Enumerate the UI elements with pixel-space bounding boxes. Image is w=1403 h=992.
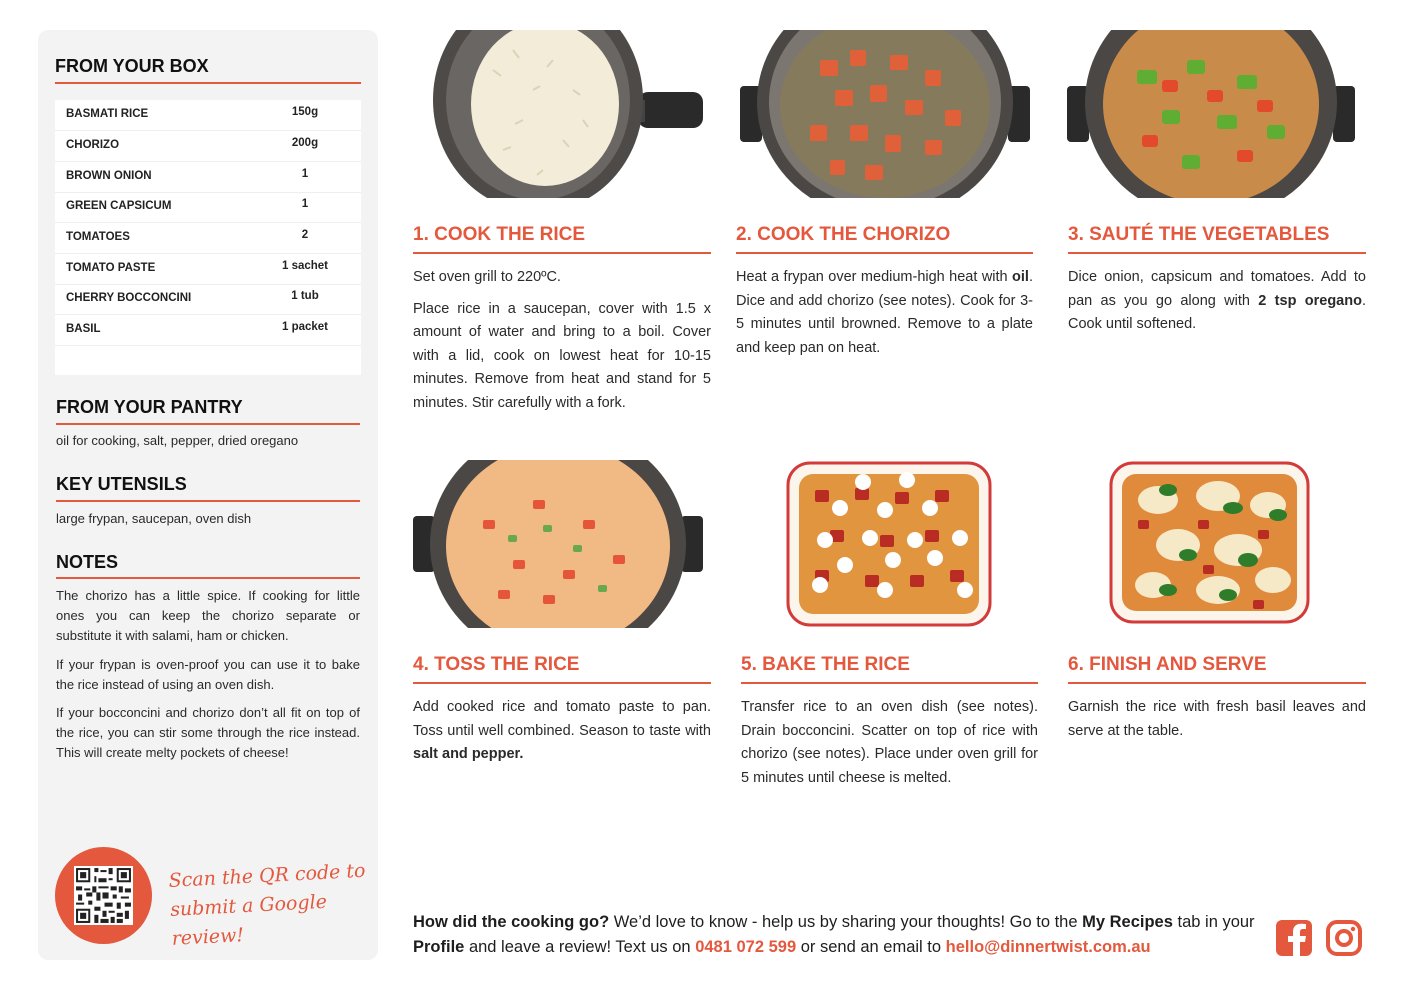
ingredient-qty: 1 tub <box>291 290 319 302</box>
ingredient-row <box>55 131 361 162</box>
step-3-text <box>1068 266 1366 337</box>
step-2-title: 2. COOK THE CHORIZO <box>736 224 951 245</box>
ingredient-row <box>55 254 361 285</box>
qr-code-icon <box>74 866 133 925</box>
step-4-text-part: Add cooked rice and tomato paste to pan. Toss until well combined. Season to taste with <box>413 699 711 739</box>
notes-title-rule <box>56 577 360 579</box>
ingredients-table <box>55 100 361 375</box>
step-1-paragraph: Place rice in a saucepan, cover with 1.5 x amount of water and bring to a boil. Cover with a lid, cook on lowest heat for 10-15 minutes. Remove from heat and stand for 5 minutes. Stir carefully with a fork. <box>413 300 711 411</box>
ingredient-row <box>55 315 361 346</box>
utensils-title: KEY UTENSILS <box>56 474 187 494</box>
ingredient-name: GREEN CAPSICUM <box>66 200 172 212</box>
step-3-title: 3. SAUTÉ THE VEGETABLES <box>1068 224 1330 245</box>
ingredient-qty: 200g <box>291 137 319 149</box>
ingredient-qty: 2 <box>301 229 309 241</box>
footer-text: We’d love to know - help us by sharing your thoughts! Go to the <box>609 913 1083 931</box>
step-4-image <box>413 460 703 628</box>
ingredient-row <box>55 223 361 254</box>
ingredient-name: BASMATI RICE <box>66 108 149 120</box>
step-6-text: Garnish the rice with fresh basil leaves and serve at the table. <box>1068 699 1366 739</box>
ingredient-name: BROWN ONION <box>66 170 152 182</box>
footer-profile: Profile <box>413 938 465 956</box>
step-5-rule <box>741 682 1038 684</box>
step-3-image <box>1067 30 1355 198</box>
step-1-title: 1. COOK THE RICE <box>413 224 586 245</box>
ingredient-qty: 1 <box>301 168 309 180</box>
qr-code-badge[interactable] <box>55 847 152 944</box>
ingredient-name: CHERRY BOCCONCINI <box>66 292 192 304</box>
step-3-text-part: . Cook until softened. <box>1068 292 1366 332</box>
step-4-rule <box>413 682 711 684</box>
ingredient-qty: 1 sachet <box>281 260 329 272</box>
ingredient-qty: 150g <box>291 106 319 118</box>
box-title: FROM YOUR BOX <box>55 56 209 76</box>
email-link[interactable]: hello@dinnertwist.com.au <box>945 938 1151 956</box>
step-4-title: 4. TOSS THE RICE <box>413 654 580 675</box>
qr-caption-line: submit a Google review! <box>169 890 328 950</box>
phone-link[interactable]: 0481 072 599 <box>695 938 797 956</box>
footer-question: How did the cooking go? <box>413 913 610 931</box>
footer-text: tab in your <box>1172 913 1255 931</box>
notes-paragraph: If your bocconcini and chorizo don’t all fit on top of the rice, you can stir some through the rice instead. This will create melty pockets of cheese! <box>56 705 360 760</box>
instagram-icon[interactable] <box>1326 920 1362 956</box>
step-6-title: 6. FINISH AND SERVE <box>1068 654 1267 675</box>
box-title-rule <box>55 82 361 84</box>
step-5-text: Transfer rice to an oven dish (see notes). Drain bocconcini. Scatter on top of rice with chorizo (see notes). Place under oven grill for 5 minutes until cheese is melted. <box>741 699 1038 786</box>
step-5-title: 5. BAKE THE RICE <box>741 654 910 675</box>
step-1-paragraph: Set oven grill to 220ºC. <box>413 269 561 285</box>
pantry-title-rule <box>56 423 360 425</box>
pantry-title: FROM YOUR PANTRY <box>56 397 243 417</box>
step-4-text-bold: salt and pepper. <box>413 746 524 762</box>
ingredient-qty: 1 packet <box>281 321 329 333</box>
ingredient-qty: 1 <box>301 198 309 210</box>
step-4-text <box>413 696 711 767</box>
step-2-image <box>740 30 1030 198</box>
notes-paragraph: If your frypan is oven-proof you can use it to bake the rice instead of using an oven dish. <box>56 657 360 692</box>
pantry-text: oil for cooking, salt, pepper, dried oregano <box>56 433 299 448</box>
qr-caption <box>168 857 372 954</box>
ingredient-name: TOMATO PASTE <box>66 262 156 274</box>
utensils-title-rule <box>56 500 360 502</box>
step-3-text-part: Dice onion, capsicum and tomatoes. Add to pan as you go along with <box>1068 269 1366 309</box>
ingredient-row <box>55 284 361 315</box>
footer-text: or send an email to <box>796 938 946 956</box>
ingredient-name: TOMATOES <box>66 231 130 243</box>
step-2-text-part: Heat a frypan over medium-high heat with <box>736 269 1013 285</box>
step-1-rule <box>413 252 711 254</box>
step-1-text <box>413 266 711 423</box>
ingredient-row <box>55 192 361 223</box>
facebook-icon[interactable] <box>1276 920 1312 956</box>
utensils-text: large frypan, saucepan, oven dish <box>56 511 252 526</box>
step-3-rule <box>1068 252 1366 254</box>
step-2-text-bold: oil <box>1012 269 1029 285</box>
step-6-rule <box>1068 682 1366 684</box>
step-1-image <box>413 30 711 198</box>
qr-caption-line: Scan the QR code to <box>168 859 366 892</box>
notes-paragraph: The chorizo has a little spice. If cooking for little ones you can keep the chorizo separate or substitute it with salami, ham or chicken. <box>56 588 360 643</box>
notes-title: NOTES <box>56 552 119 572</box>
ingredient-name: CHORIZO <box>66 139 120 151</box>
review-footer <box>413 910 1263 960</box>
step-5-image <box>785 460 993 628</box>
step-2-text-part: . Dice and add chorizo (see notes). Cook for 3-5 minutes until browned. Remove to a plate and keep pan on heat. <box>736 269 1033 356</box>
step-2-text <box>736 266 1033 360</box>
step-3-text-bold: 2 tsp oregano <box>1258 292 1362 309</box>
footer-text: and leave a review! Text us on <box>464 938 696 956</box>
ingredient-name: BASIL <box>66 323 101 335</box>
footer-my-recipes: My Recipes <box>1082 913 1173 931</box>
step-2-rule <box>736 252 1033 254</box>
ingredient-row <box>55 100 361 131</box>
step-6-image <box>1108 460 1311 625</box>
ingredient-row <box>55 162 361 193</box>
